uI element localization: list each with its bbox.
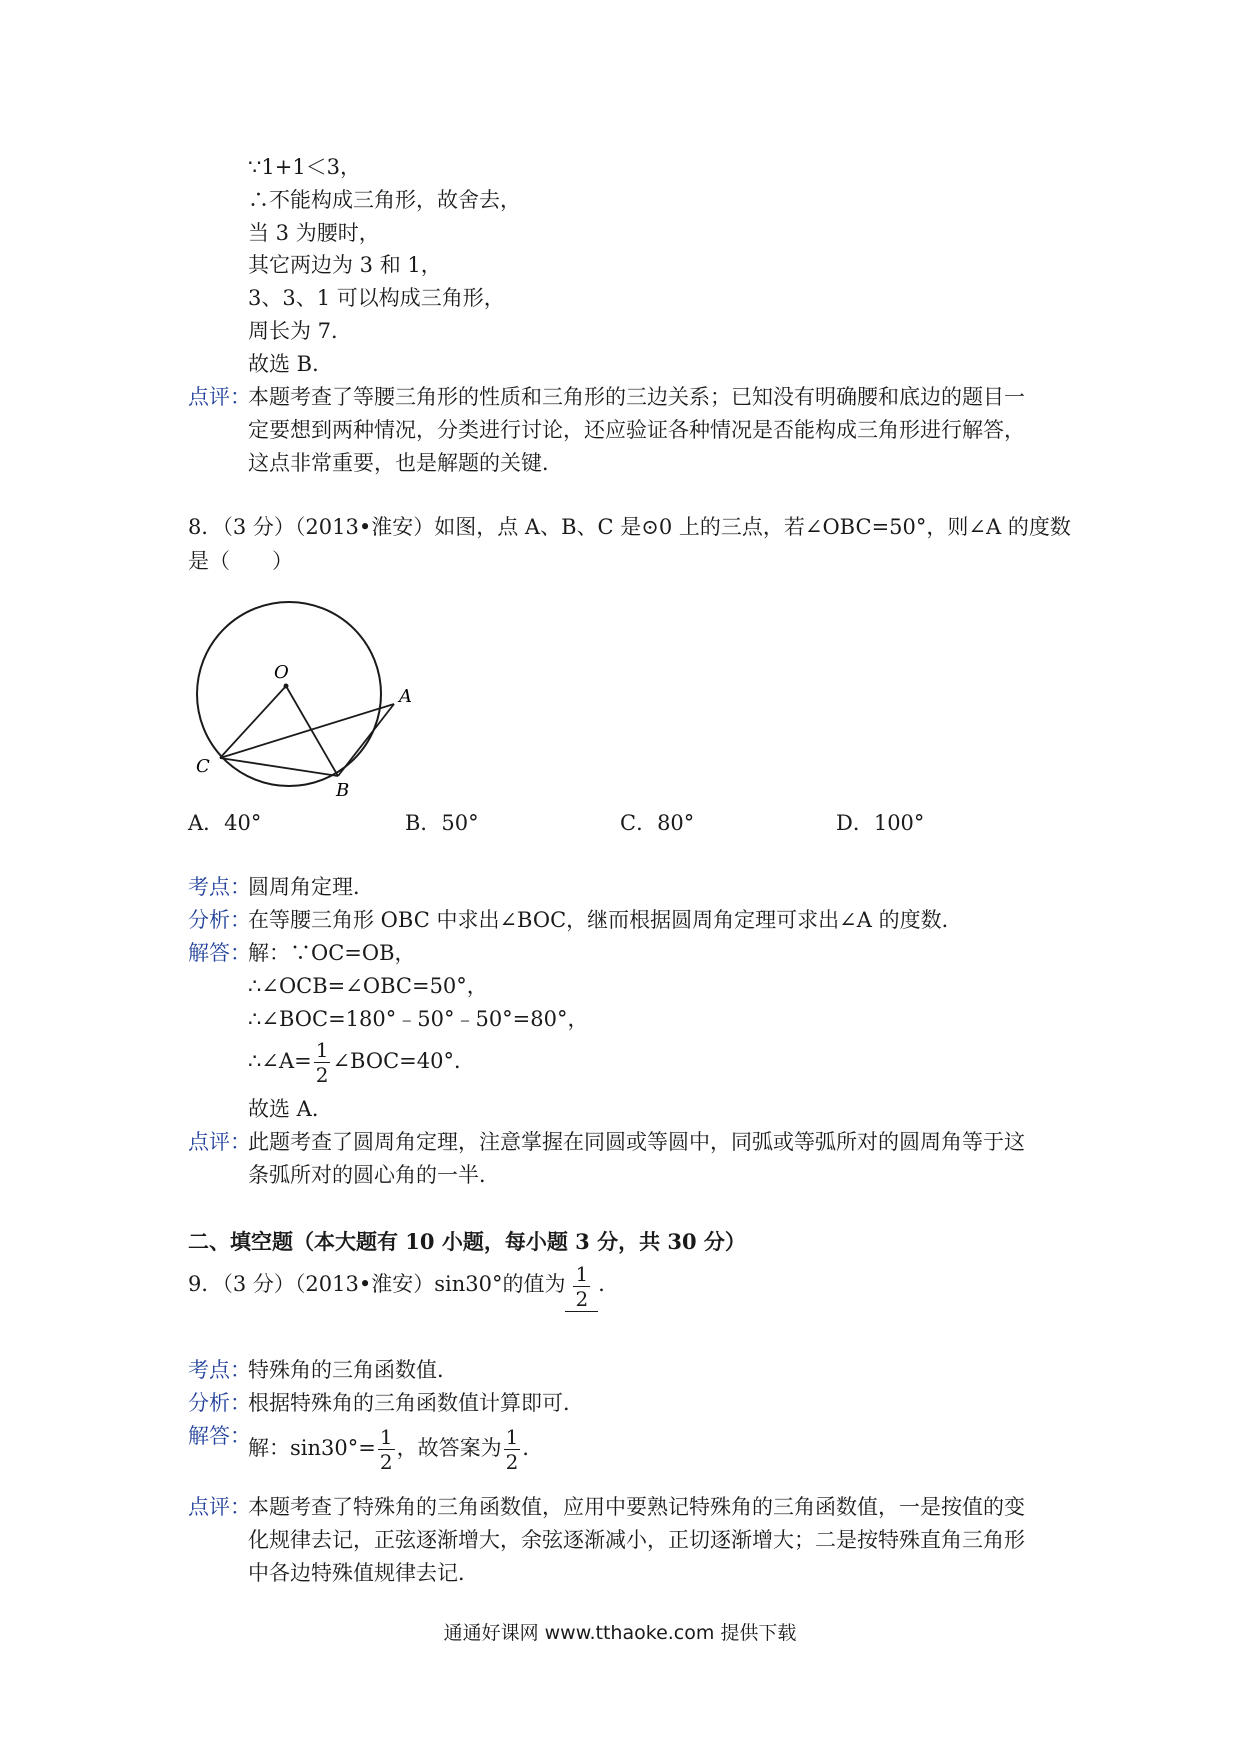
solution-line: 故选 B． xyxy=(248,352,334,376)
stem-text: ． xyxy=(598,1272,620,1296)
numerator: 1 xyxy=(379,1425,393,1449)
solution-line: ∴不能构成三角形，故舍去， xyxy=(248,188,521,212)
jieda-line-fraction xyxy=(248,1421,543,1475)
kaodian-text: 特殊角的三角函数值． xyxy=(248,1358,458,1382)
numerator: 1 xyxy=(505,1425,519,1449)
denominator: 2 xyxy=(575,1287,589,1311)
fraction xyxy=(573,1264,590,1309)
label-b: B xyxy=(336,780,350,800)
segment-ab xyxy=(338,704,394,776)
fenxi-text: 在等腰三角形 OBC 中求出∠BOC，继而根据圆周角定理可求出∠A 的度数． xyxy=(248,908,963,932)
jieda-text: ，故答案为 xyxy=(396,1436,502,1460)
denominator: 2 xyxy=(379,1450,393,1474)
fraction xyxy=(504,1427,521,1472)
comment-line: 这点非常重要，也是解题的关键． xyxy=(248,451,563,475)
comment-line: 化规律去记，正弦逐渐增大，余弦逐渐减小，正切逐渐增大；二是按特殊直角三角形 xyxy=(248,1528,1025,1552)
center-dot xyxy=(284,684,289,689)
jieda-text: ∠BOC=40°． xyxy=(332,1049,475,1073)
kaodian-text: 圆周角定理． xyxy=(248,875,374,899)
jieda-line: ∴∠BOC=180°﹣50°﹣50°=80°， xyxy=(248,1007,589,1031)
solution-line: 周长为 7． xyxy=(248,319,353,343)
fraction xyxy=(378,1427,395,1472)
solution-line: 其它两边为 3 和 1， xyxy=(248,253,442,277)
denominator: 2 xyxy=(505,1450,519,1474)
option-b: B．50° xyxy=(405,811,479,835)
fenxi-label: 分析： xyxy=(188,1391,251,1415)
comment-line: 本题考查了等腰三角形的性质和三角形的三边关系；已知没有明确腰和底边的题目一 xyxy=(248,385,1025,409)
circle-figure xyxy=(186,600,416,800)
jieda-label: 解答： xyxy=(188,1424,251,1448)
comment-line: 本题考查了特殊角的三角函数值，应用中要熟记特殊角的三角函数值，一是按值的变 xyxy=(248,1495,1025,1519)
fenxi-label: 分析： xyxy=(188,908,251,932)
jieda-text: ∴∠A= xyxy=(248,1049,312,1073)
solution-line: 3、3、1 可以构成三角形， xyxy=(248,286,505,310)
question-stem xyxy=(188,1258,619,1312)
answer-blank xyxy=(565,1259,598,1312)
solution-line: ∵1+1＜3， xyxy=(248,155,362,179)
segment-cb xyxy=(220,758,338,776)
kaodian-label: 考点： xyxy=(188,875,251,899)
jieda-line: 故选 A． xyxy=(248,1097,333,1121)
option-c: C．80° xyxy=(620,811,695,835)
label-a: A xyxy=(399,686,412,707)
label-c: C xyxy=(196,756,210,777)
jieda-line: ∴∠OCB=∠OBC=50°， xyxy=(248,974,488,998)
numerator: 1 xyxy=(315,1038,329,1062)
label-o: O xyxy=(274,662,289,683)
jieda-text: ． xyxy=(522,1436,544,1460)
stem-text: 9．（3 分）（2013•淮安）sin30°的值为 xyxy=(188,1272,566,1296)
comment-label: 点评： xyxy=(188,385,251,409)
question-stem: 8．（3 分）（2013•淮安）如图，点 A、B、C 是⊙0 上的三点，若∠OBC=50°，则∠A 的度数 xyxy=(188,515,1071,539)
page-footer: 通通好课网 www.tthaoke.com 提供下载 xyxy=(443,1622,797,1644)
jieda-line: 解：∵OC=OB， xyxy=(248,941,416,965)
jieda-label: 解答： xyxy=(188,941,251,965)
segment-ob xyxy=(286,686,338,776)
question-stem: 是（ ） xyxy=(188,549,293,573)
comment-line: 此题考查了圆周角定理，注意掌握在同圆或等圆中，同弧或等弧所对的圆周角等于这 xyxy=(248,1130,1025,1154)
comment-line: 定要想到两种情况，分类进行讨论，还应验证各种情况是否能构成三角形进行解答， xyxy=(248,418,1025,442)
fenxi-text: 根据特殊角的三角函数值计算即可． xyxy=(248,1391,584,1415)
fraction xyxy=(314,1040,331,1085)
jieda-line-fraction xyxy=(248,1036,475,1086)
comment-line: 中各边特殊值规律去记． xyxy=(248,1561,479,1585)
section-heading: 二、填空题（本大题有 10 小题，每小题 3 分，共 30 分） xyxy=(188,1229,746,1254)
numerator: 1 xyxy=(575,1262,589,1286)
option-d: D．100° xyxy=(836,811,925,835)
kaodian-label: 考点： xyxy=(188,1358,251,1382)
solution-line: 当 3 为腰时， xyxy=(248,221,380,245)
comment-label: 点评： xyxy=(188,1495,251,1519)
comment-line: 条弧所对的圆心角的一半． xyxy=(248,1163,500,1187)
denominator: 2 xyxy=(315,1063,329,1087)
comment-label: 点评： xyxy=(188,1130,251,1154)
option-a: A．40° xyxy=(188,811,262,835)
jieda-text: 解：sin30°= xyxy=(248,1436,376,1460)
segment-ca xyxy=(220,704,394,758)
